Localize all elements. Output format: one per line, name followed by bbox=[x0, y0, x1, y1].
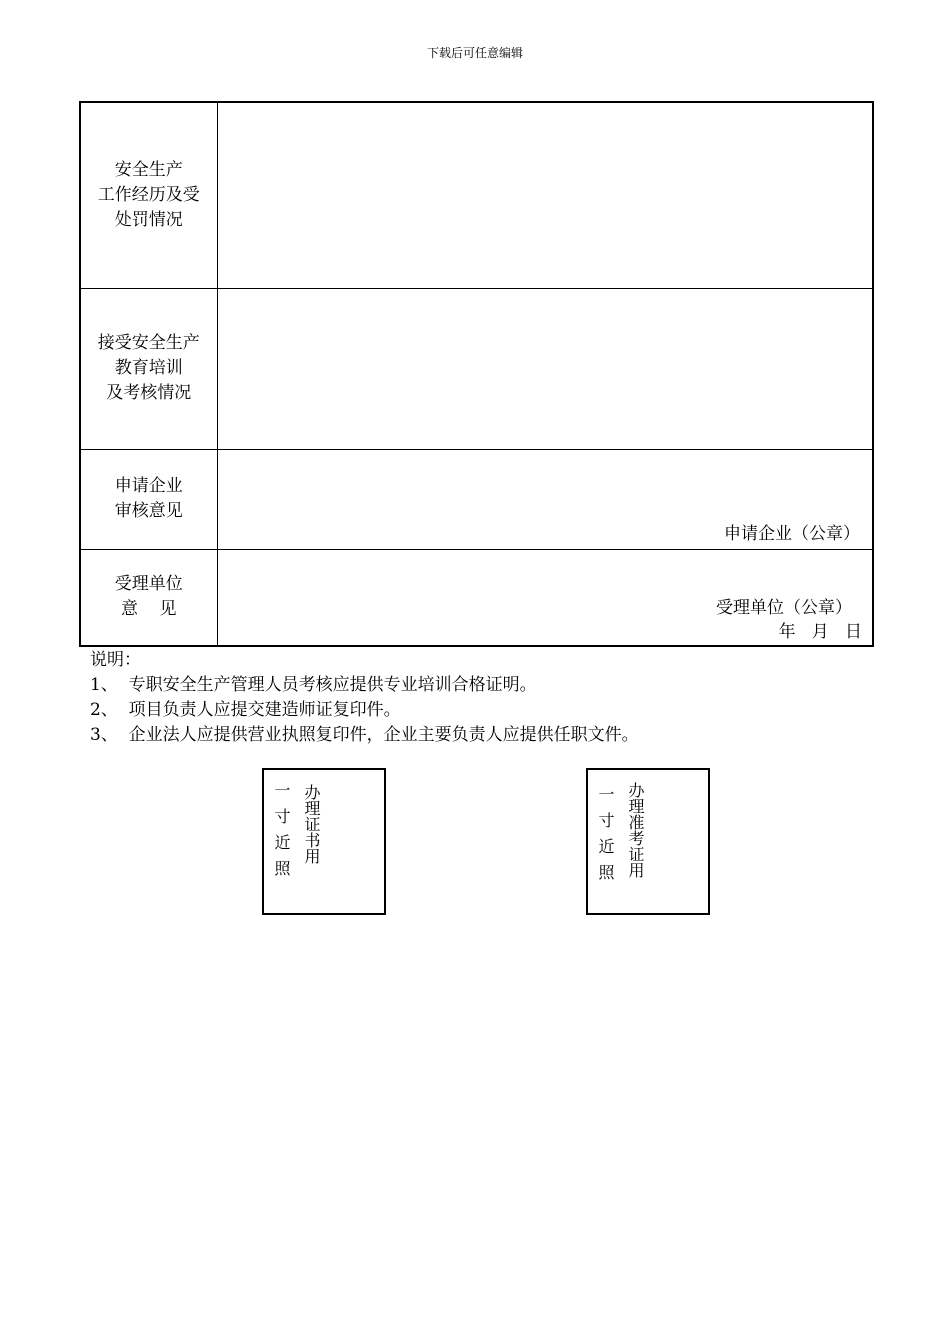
company-stamp-label: 申请企业（公章） bbox=[724, 523, 860, 544]
label-training-assessment bbox=[80, 288, 217, 449]
label-safety-work-history bbox=[80, 102, 217, 288]
photo-purpose-label: 办理准考证用 bbox=[626, 782, 645, 878]
field-receiving-unit[interactable] bbox=[217, 549, 873, 646]
label-line: 工作经历及受 bbox=[97, 184, 200, 205]
application-form-table bbox=[79, 101, 874, 647]
field-training-assessment[interactable] bbox=[217, 288, 873, 449]
label-line: 审核意见 bbox=[114, 501, 183, 521]
field-safety-work-history[interactable] bbox=[217, 102, 873, 288]
label-line: 处罚情况 bbox=[114, 209, 183, 230]
label-line: 申请企业 bbox=[114, 476, 183, 496]
photo-purpose-label: 办理证书用 bbox=[302, 784, 321, 864]
note-item: 1、 专职安全生产管理人员考核应提供专业培训合格证明。 bbox=[90, 675, 537, 695]
label-line: 安全生产 bbox=[114, 159, 183, 180]
note-item: 2、 项目负责人应提交建造师证复印件。 bbox=[90, 700, 401, 720]
row-company-review bbox=[80, 449, 873, 549]
label-line: 及考核情况 bbox=[106, 383, 192, 403]
label-line: 教育培训 bbox=[114, 358, 183, 378]
label-line: 意 见 bbox=[120, 599, 177, 620]
photo-box-admission-ticket[interactable] bbox=[586, 768, 710, 915]
label-line: 接受安全生产 bbox=[97, 333, 200, 353]
photo-box-certificate[interactable] bbox=[262, 768, 386, 915]
label-line: 受理单位 bbox=[114, 574, 183, 595]
label-company-review bbox=[80, 449, 217, 549]
note-item: 3、 企业法人应提供营业执照复印件，企业主要负责人应提供任职文件。 bbox=[90, 725, 639, 745]
photo-size-label: 一寸近照 bbox=[272, 782, 291, 886]
notes-title: 说明： bbox=[90, 650, 141, 670]
receiving-stamp-label: 受理单位（公章） bbox=[716, 598, 852, 618]
row-safety-work-history bbox=[80, 102, 873, 288]
row-training-assessment bbox=[80, 288, 873, 449]
photo-size-label: 一寸近照 bbox=[596, 786, 615, 890]
date-label: 年 月 日 bbox=[778, 622, 862, 642]
row-receiving-unit bbox=[80, 549, 873, 646]
notes-section bbox=[90, 648, 639, 748]
field-company-review[interactable] bbox=[217, 449, 873, 549]
header-note: 下载后可任意编辑 bbox=[426, 46, 523, 60]
label-receiving-unit bbox=[80, 549, 217, 646]
